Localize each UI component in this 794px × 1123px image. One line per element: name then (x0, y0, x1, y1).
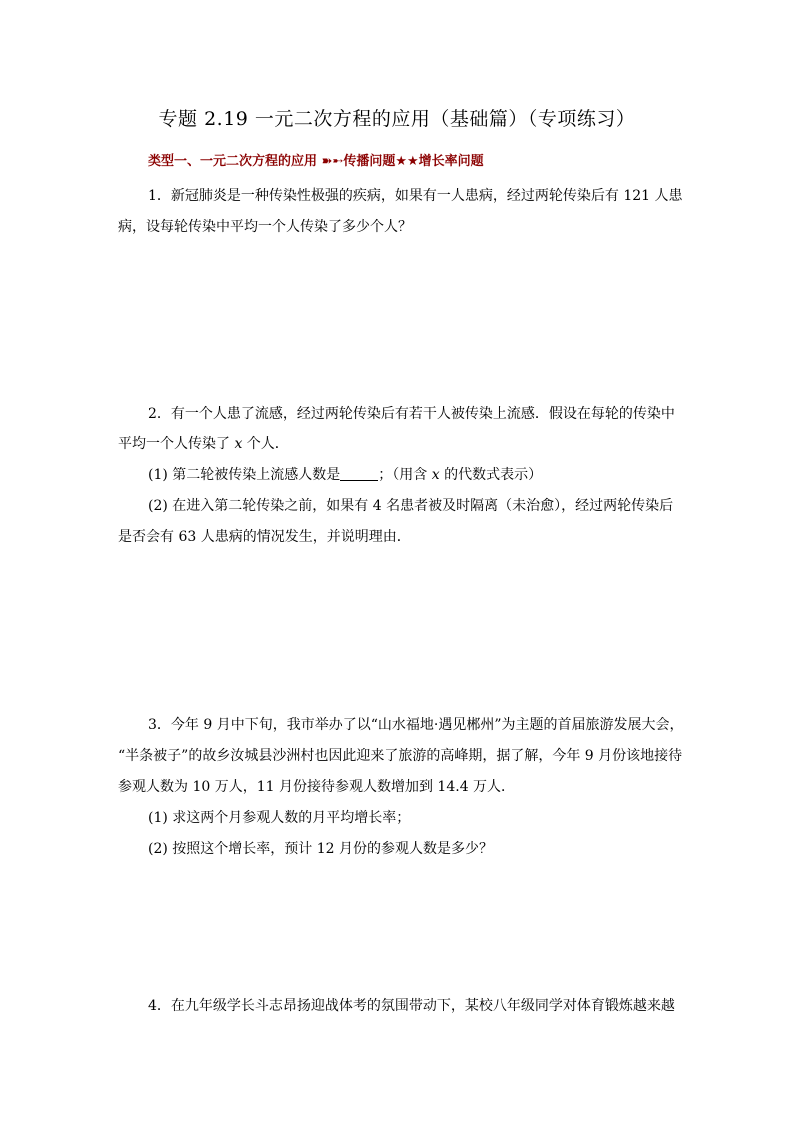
q1-line-2: 病，设每轮传染中平均一个人传染了多少个人？ (118, 219, 412, 235)
section-topic-2: 增长率问题 (418, 154, 484, 169)
section-topic-1: 传播问题 (343, 154, 396, 169)
q3-line-2: “半条被子”的故乡汝城县沙洲村也因此迎来了旅游的高峰期，据了解，今年 9 月份该地接待 (118, 748, 683, 764)
page-title: 专题 2.19 一元二次方程的应用（基础篇）（专项练习） (158, 108, 636, 130)
q3-line-3: 参观人数为 10 万人，11 月份接待参观人数增加到 14.4 万人． (118, 779, 516, 795)
star-icon: ★★ (395, 154, 419, 169)
section-heading (148, 150, 484, 169)
q4-line-1: 4．在九年级学长斗志昂扬迎战体考的氛围带动下，某校八年级同学对体育锻炼越来越 (148, 998, 675, 1014)
q2-sub-1 (148, 465, 542, 485)
q2-variable: x (234, 436, 243, 452)
answer-blank[interactable] (340, 466, 378, 481)
q2-sub-1-pre: (1) 第二轮被传染上流感人数是 (148, 467, 341, 483)
q1-line-1: 1．新冠肺炎是一种传染性极强的疾病，如果有一人患病，经过两轮传染后有 121 人患 (148, 188, 683, 204)
q2-sub-2-line-2: 是否会有 63 人患病的情况发生，并说明理由． (118, 529, 411, 545)
q3-sub-2: (2) 按照这个增长率，预计 12 月份的参观人数是多少？ (148, 841, 493, 857)
q2-line-2-post: 个人． (242, 436, 289, 452)
q2-sub-1-variable: x (431, 467, 440, 483)
q3-sub-1: (1) 求这两个月参观人数的月平均增长率； (148, 810, 411, 826)
q2-sub-1-mid: ；（用含 (378, 467, 432, 483)
q2-sub-1-post: 的代数式表示） (439, 467, 543, 483)
section-label: 类型一、一元二次方程的应用 (148, 154, 318, 169)
q2-line-1: 2．有一个人患了流感，经过两轮传染后有若干人被传染上流感．假设在每轮的传染中 (148, 406, 675, 422)
q2-line-2-pre: 平均一个人传染了 (118, 436, 235, 452)
q2-line-2 (118, 434, 289, 454)
arrow-icon: ➽➸ (321, 154, 344, 169)
q3-line-1: 3．今年 9 月中下旬，我市举办了以“山水福地·遇见郴州”为主题的首届旅游发展大会， (148, 717, 684, 733)
q2-sub-2-line-1: (2) 在进入第二轮传染之前，如果有 4 名患者被及时隔离（未治愈），经过两轮传染后 (148, 498, 674, 514)
